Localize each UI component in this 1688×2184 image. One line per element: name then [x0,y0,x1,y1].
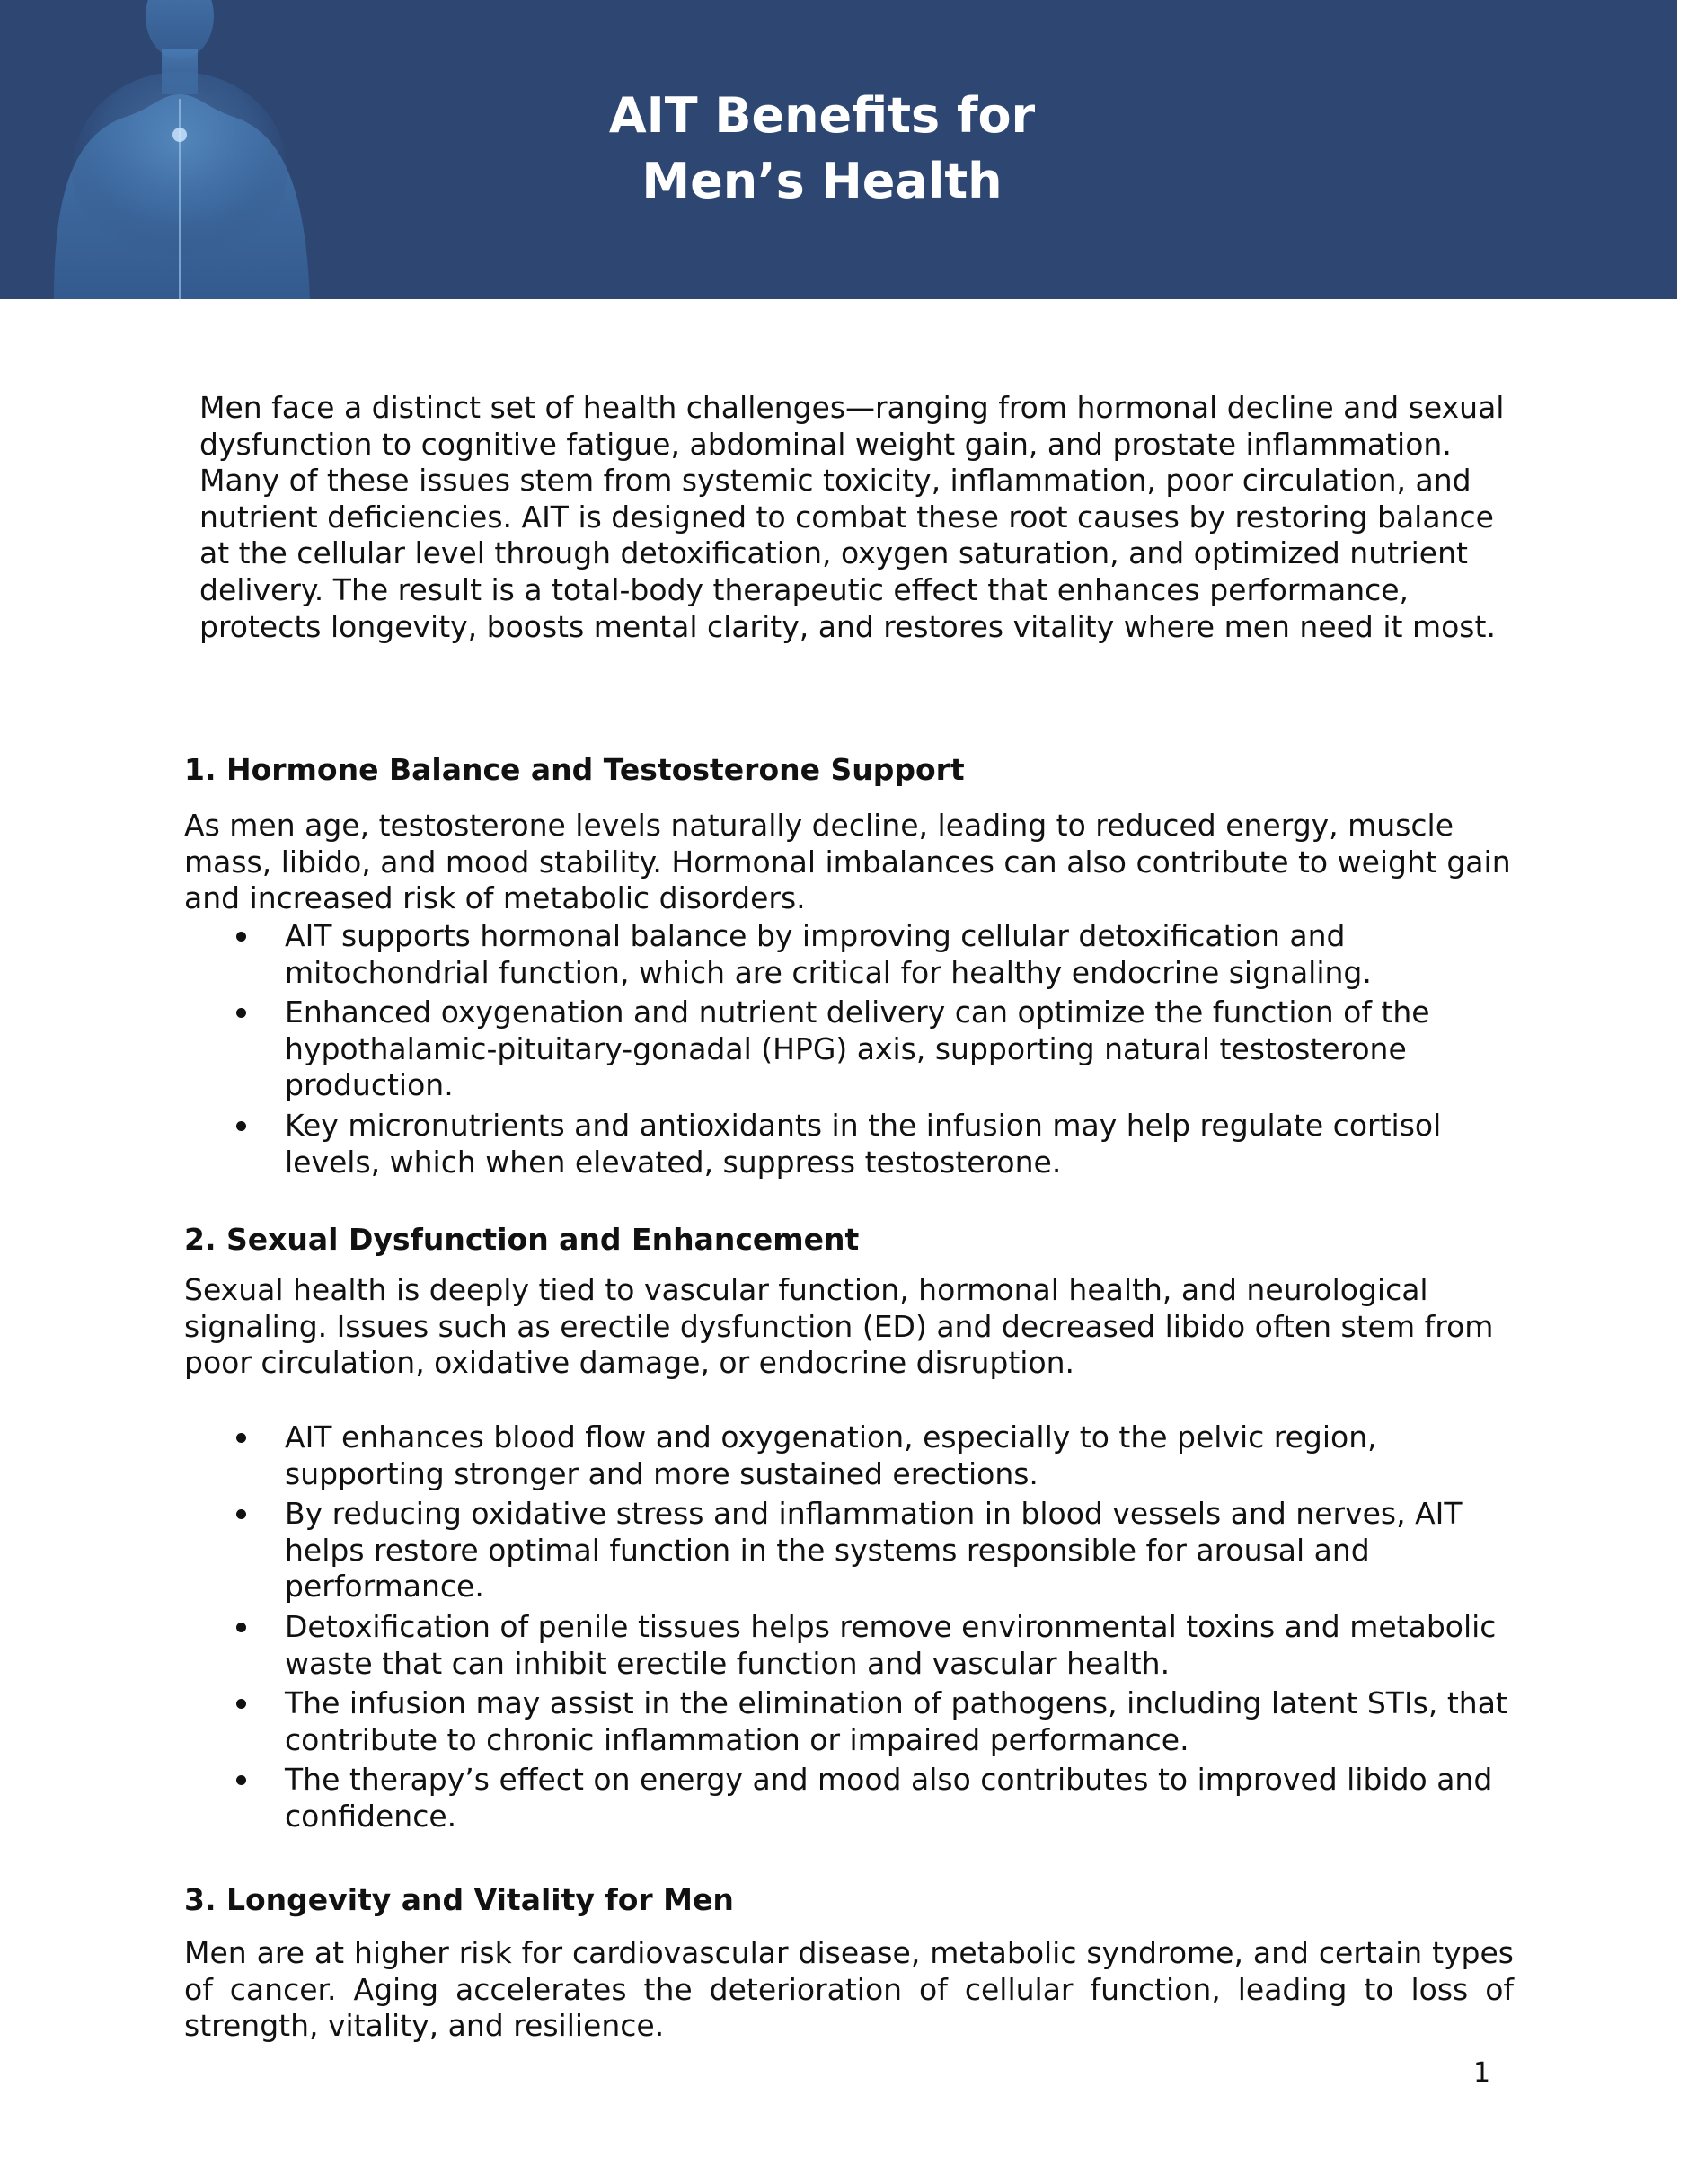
bullet-icon [236,932,246,942]
section-heading-hormone-balance: 1. Hormone Balance and Testosterone Support [184,752,965,787]
intro-paragraph: Men face a distinct set of health challenges—ranging from hormonal decline and sexual dysfunction to cognitive fatigue, abdominal weight gain, and prostate inflammation. Many of these issues stem from systemic toxicity, inflammation, poor circulation, and nutrient deficiencies. AIT is designed to combat these root causes by restoring balance at the cellular level through detoxification, oxygen saturation, and optimized nutrient delivery. The result is a total-body therapeutic effect that enhances performance, protects longevity, boosts mental clarity, and restores vitality where men need it most. [199,390,1505,644]
bullet-list-hormone-balance [184,918,1514,1184]
section-heading-sexual-dysfunction: 2. Sexual Dysfunction and Enhancement [184,1222,860,1257]
title-line-2: Men’s Health [641,153,1003,209]
list-item [184,1108,1514,1180]
list-item [184,1496,1514,1605]
list-item-text: Detoxification of penile tissues helps remove environmental toxins and metabolic waste that can inhibit erectile function and vascular health. [285,1608,1497,1681]
list-item [184,1762,1514,1835]
list-item-text: AIT enhances blood flow and oxygenation, especially to the pelvic region, supporting stronger and more sustained erections. [285,1419,1377,1491]
bullet-icon [236,1433,246,1443]
bullet-icon [236,1623,246,1632]
list-item [184,1609,1514,1682]
bullet-icon [236,1775,246,1785]
title-line-1: AIT Benefits for [608,87,1036,144]
list-item [184,1685,1514,1758]
header-banner [0,0,1677,299]
list-item [184,995,1514,1104]
list-item-text: The therapy’s effect on energy and mood also contributes to improved libido and confidence. [285,1762,1493,1834]
section-paragraph-sexual-dysfunction: Sexual health is deeply tied to vascular function, hormonal health, and neurological signaling. Issues such as erectile dysfunction (ED) and decreased libido often stem from poor circulation, oxidative damage, or endocrine disruption. [184,1272,1494,1381]
page-number: 1 [1473,2057,1491,2089]
list-item-text: The infusion may assist in the elimination of pathogens, including latent STIs, that contribute to chronic inflammation or impaired performance. [285,1685,1507,1757]
section-paragraph-hormone-balance: As men age, testosterone levels naturally decline, leading to reduced energy, muscle mass, libido, and mood stability. Hormonal imbalances can also contribute to weight gain and increased risk of metabolic disorders. [184,808,1511,916]
bullet-list-sexual-dysfunction [184,1419,1514,1839]
bullet-icon [236,1121,246,1131]
list-item [184,1419,1514,1492]
list-item-text: Enhanced oxygenation and nutrient delivery can optimize the function of the hypothalamic-pituitary-gonadal (HPG) axis, supporting natural testosterone production. [285,995,1430,1103]
list-item-text: AIT supports hormonal balance by improving cellular detoxification and mitochondrial function, which are critical for healthy endocrine signaling. [285,918,1372,990]
page-title [0,83,1644,214]
bullet-icon [236,1699,246,1709]
section-paragraph-longevity: Men are at higher risk for cardiovascular disease, metabolic syndrome, and certain types of cancer. Aging accelerates the deterioration of cellular function, leading to loss of strength, vitality, and resilience. [184,1935,1514,2044]
section-heading-longevity: 3. Longevity and Vitality for Men [184,1882,734,1917]
list-item-text: By reducing oxidative stress and inflammation in blood vessels and nerves, AIT helps restore optimal function in the systems responsible for arousal and performance. [285,1496,1463,1605]
list-item-text: Key micronutrients and antioxidants in the infusion may help regulate cortisol levels, which when elevated, suppress testosterone. [285,1107,1442,1180]
bullet-icon [236,1008,246,1018]
list-item [184,918,1514,991]
bullet-icon [236,1509,246,1519]
